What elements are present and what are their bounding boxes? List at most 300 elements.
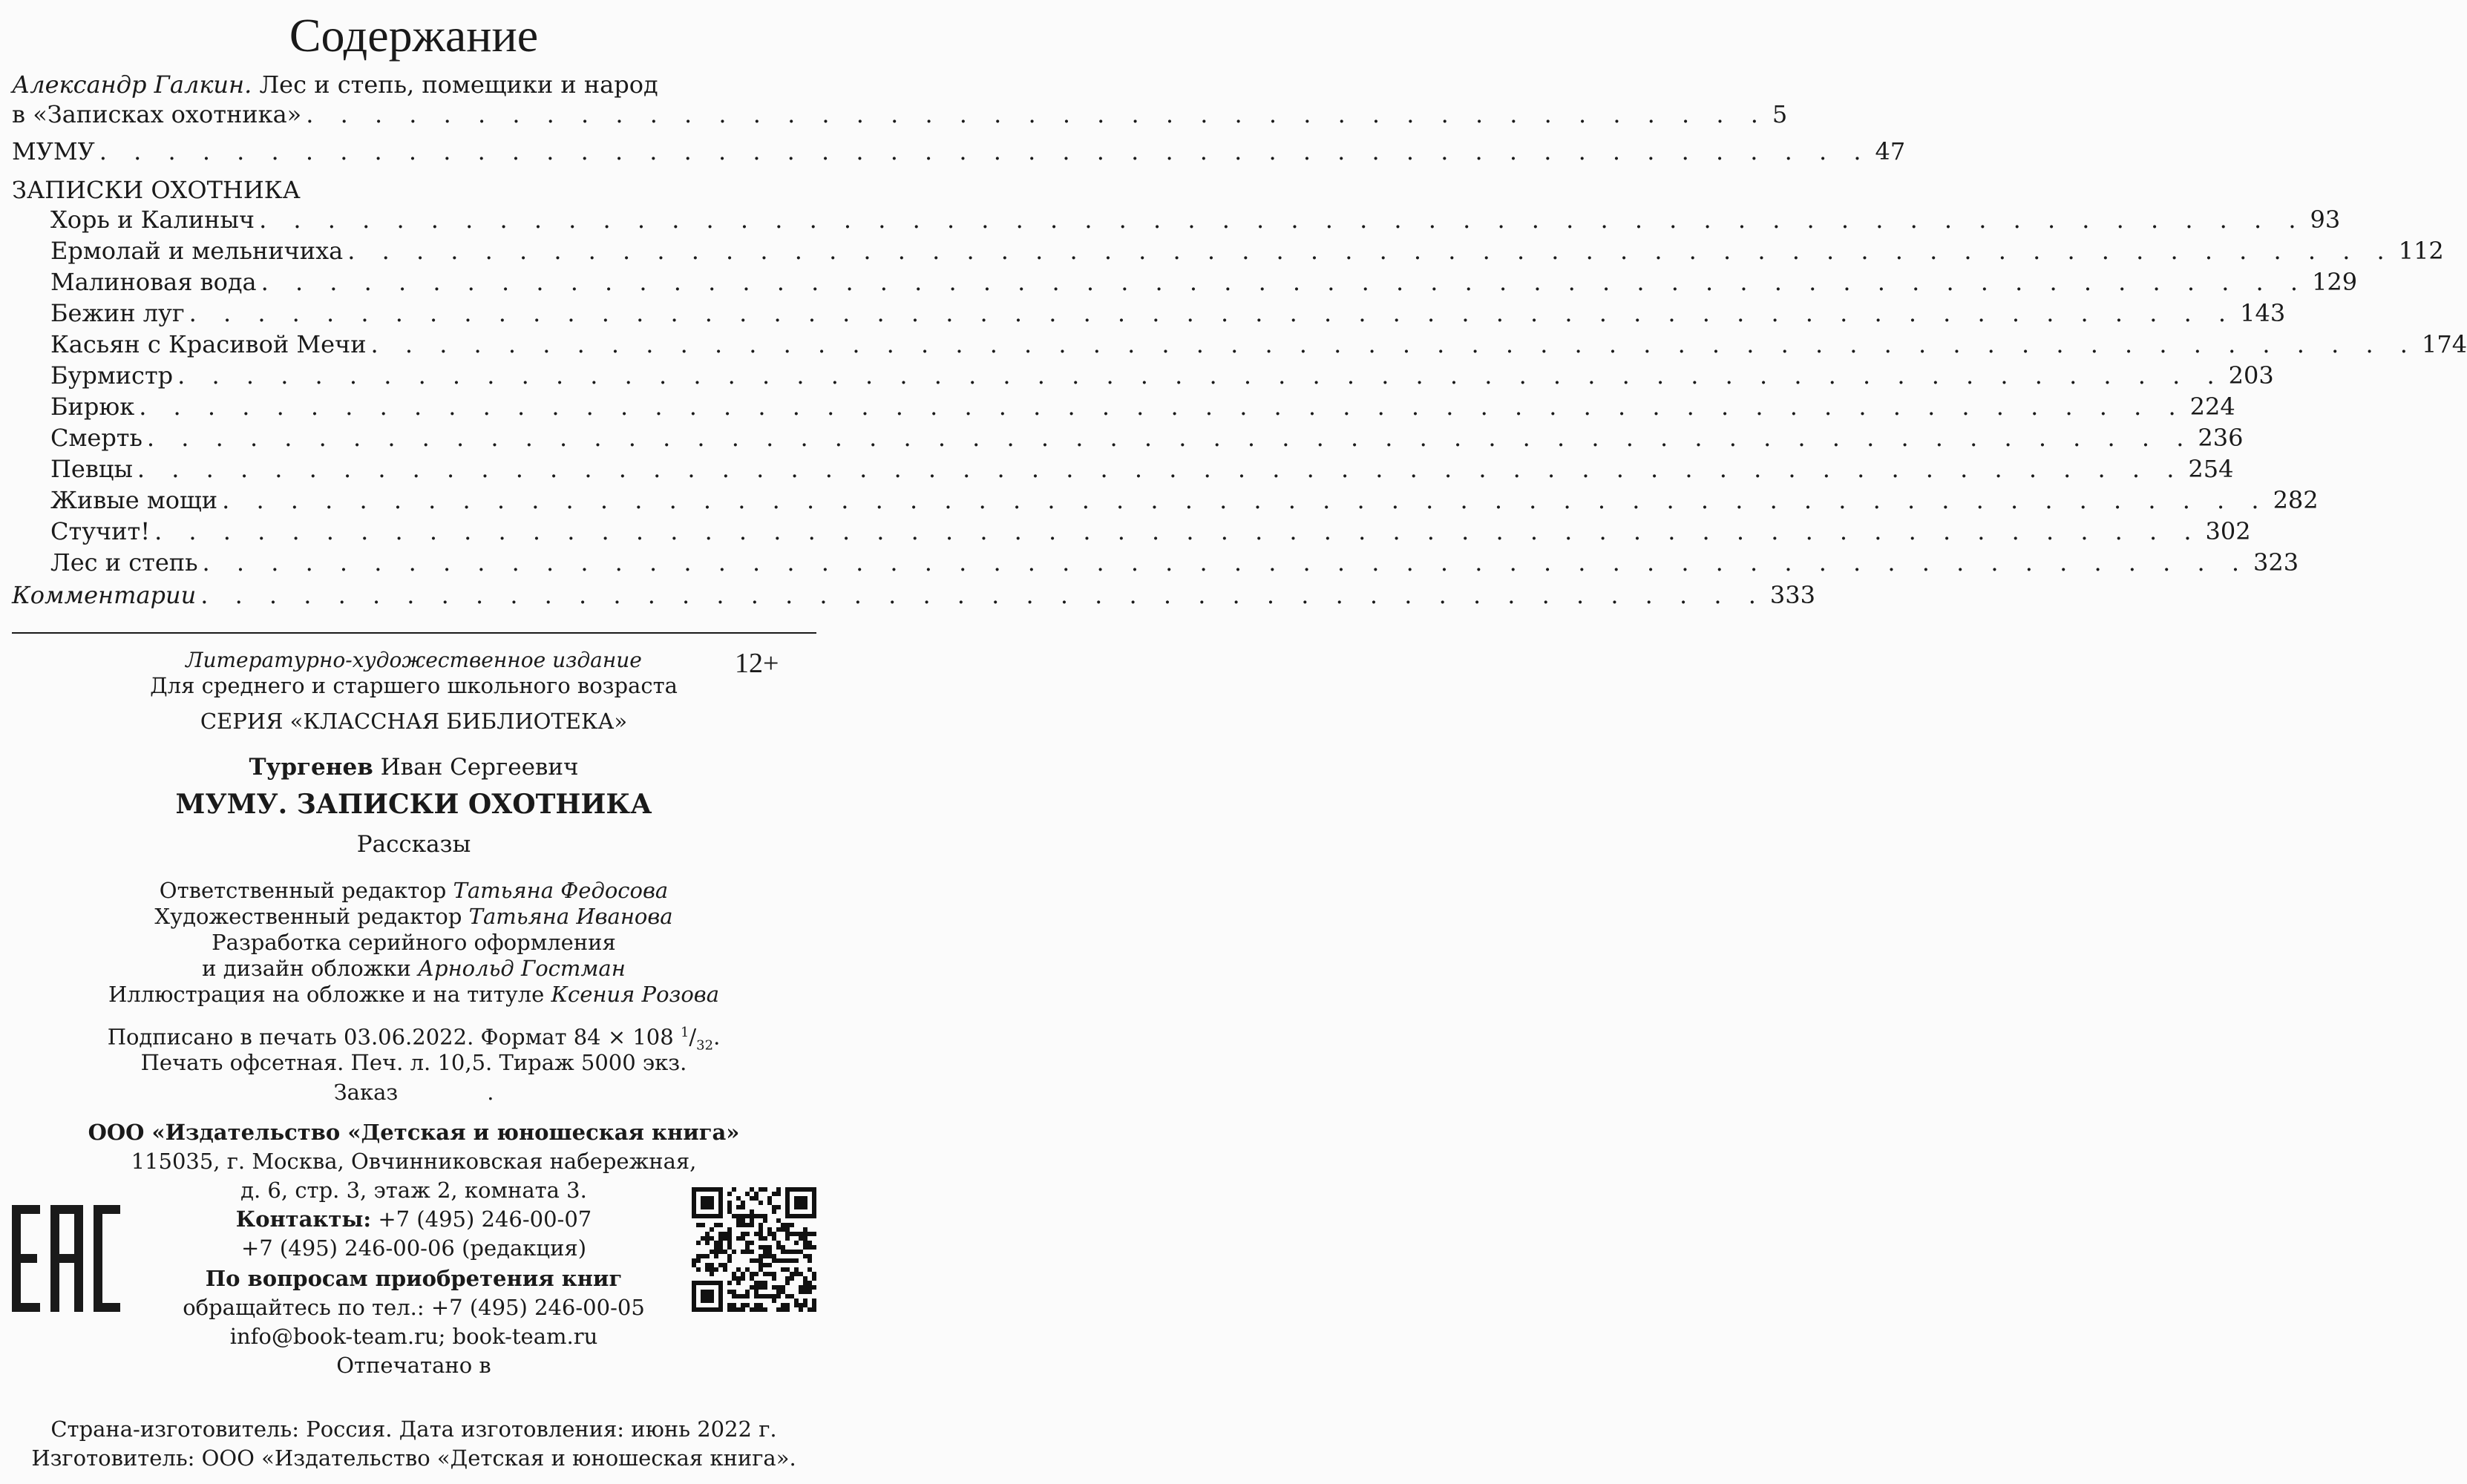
qr-module <box>714 1241 718 1245</box>
qr-module <box>750 1218 754 1223</box>
qr-module <box>785 1236 790 1241</box>
qr-module <box>767 1272 772 1276</box>
qr-module <box>723 1232 727 1236</box>
qr-module <box>723 1250 727 1254</box>
qr-module <box>745 1241 750 1245</box>
qr-module <box>772 1258 776 1263</box>
qr-module <box>812 1307 816 1312</box>
qr-module <box>736 1276 741 1281</box>
qr-module <box>763 1307 767 1312</box>
qr-module <box>803 1276 807 1281</box>
qr-module <box>750 1276 754 1281</box>
author-surname: Тургенев <box>249 754 373 781</box>
qr-module <box>750 1307 754 1312</box>
qr-module <box>741 1276 745 1281</box>
credit-name: Татьяна Федосова <box>453 878 669 903</box>
qr-module <box>754 1192 759 1196</box>
qr-module <box>772 1285 776 1290</box>
toc-entry-comments[interactable] <box>12 580 1815 610</box>
qr-module <box>759 1223 763 1227</box>
qr-module <box>745 1294 750 1298</box>
qr-module <box>776 1285 781 1290</box>
genre: Рассказы <box>356 831 471 858</box>
qr-module <box>807 1281 812 1285</box>
qr-module <box>763 1236 767 1241</box>
qr-module <box>767 1250 772 1254</box>
qr-module <box>741 1303 745 1307</box>
qr-module <box>710 1227 714 1232</box>
qr-module <box>799 1232 803 1236</box>
qr-module <box>785 1223 790 1227</box>
qr-module <box>727 1192 732 1196</box>
qr-module <box>767 1232 772 1236</box>
qr-module <box>763 1250 767 1254</box>
qr-module <box>803 1285 807 1290</box>
qr-module <box>727 1307 732 1312</box>
leader-dots: . . . . . . . . . . . . . . . . . . . . . . . . . . . . . . . . . . . . . . . . . . . . . . . . . . . . . . . . . . . . <box>137 455 2184 483</box>
qr-module <box>812 1298 816 1303</box>
edition-type: Литературно-художественное издание <box>186 648 642 672</box>
qr-module <box>727 1236 732 1241</box>
qr-module <box>781 1290 785 1294</box>
qr-module <box>803 1290 807 1294</box>
toc-entry-mumu[interactable] <box>12 137 1906 166</box>
toc-entry-story[interactable] <box>50 392 2235 421</box>
qr-module <box>785 1303 790 1307</box>
toc-story-title: Малиновая вода <box>50 268 257 296</box>
toc-story-page: 93 <box>2310 206 2341 234</box>
toc-story-title: Бирюк <box>50 393 135 421</box>
toc-story-title: Лес и степь <box>50 548 198 577</box>
qr-module <box>718 1236 723 1241</box>
contacts-label: Контакты: <box>235 1206 372 1232</box>
qr-module <box>767 1263 772 1267</box>
qr-module <box>759 1236 763 1241</box>
qr-module <box>785 1258 790 1263</box>
leader-dots: . . . . . . . . . . . . . . . . . . . . . . . . . . . . . . . . . . . . . . . . . . . . . . . . . . . . . . . . . . . . <box>189 299 2236 327</box>
order-label: Заказ <box>333 1080 399 1105</box>
page-title: Содержание <box>289 9 539 62</box>
qr-module <box>718 1232 723 1236</box>
toc-entry-story[interactable] <box>50 329 2467 359</box>
leader-dots: . . . . . . . . . . . . . . . . . . . . . . . . . . . . . . . . . . . . . . . . . . . . . . . . . . . . . . . . . . . . <box>259 206 2306 234</box>
toc-entry-story[interactable] <box>50 236 2444 266</box>
qr-module <box>732 1276 736 1281</box>
qr-module <box>763 1281 767 1285</box>
qr-module <box>741 1250 745 1254</box>
qr-module <box>785 1294 790 1298</box>
qr-module <box>807 1258 812 1263</box>
qr-module <box>696 1258 701 1263</box>
qr-module <box>736 1218 741 1223</box>
qr-module <box>723 1267 727 1272</box>
divider-rule <box>12 632 816 634</box>
qr-module <box>763 1294 767 1298</box>
qr-module <box>727 1245 732 1250</box>
qr-module <box>732 1187 736 1192</box>
qr-module <box>692 1263 696 1267</box>
qr-module <box>745 1245 750 1250</box>
qr-module <box>803 1227 807 1232</box>
qr-module <box>781 1227 785 1232</box>
country-date: Страна-изготовитель: Россия. Дата изготовления: июнь 2022 г. <box>50 1416 777 1442</box>
qr-module <box>799 1290 803 1294</box>
qr-module <box>750 1223 754 1227</box>
qr-module <box>790 1250 794 1254</box>
toc-entry-story[interactable] <box>50 454 2234 484</box>
qr-module <box>745 1303 750 1307</box>
qr-module <box>696 1223 701 1227</box>
qr-module <box>759 1281 763 1285</box>
qr-module <box>714 1254 718 1258</box>
toc-story-title: Живые мощи <box>50 486 218 514</box>
credit-name: Татьяна Иванова <box>468 904 673 929</box>
qr-module <box>767 1245 772 1250</box>
qr-module <box>705 1232 710 1236</box>
qr-module <box>741 1218 745 1223</box>
contacts-phone-2: +7 (495) 246-00-06 (редакция) <box>240 1235 587 1261</box>
toc-story-title: Смерть <box>50 424 142 452</box>
credit-label: Художественный редактор <box>154 904 462 929</box>
credit-series-design: Разработка серийного оформления <box>212 930 616 955</box>
qr-module <box>732 1307 736 1312</box>
toc-entry-story[interactable] <box>50 298 2286 328</box>
qr-module <box>710 1272 714 1276</box>
qr-module <box>745 1232 750 1236</box>
qr-module <box>772 1209 776 1214</box>
qr-module <box>785 1276 790 1281</box>
qr-module <box>727 1201 732 1205</box>
qr-module <box>776 1241 781 1245</box>
credit-name: Арнольд Гостман <box>418 956 626 981</box>
qr-module <box>803 1303 807 1307</box>
qr-module <box>799 1307 803 1312</box>
qr-module <box>790 1294 794 1298</box>
qr-module <box>723 1263 727 1267</box>
toc-story-title: Стучит! <box>50 517 151 545</box>
qr-module <box>794 1303 799 1307</box>
qr-module <box>763 1187 767 1192</box>
qr-module <box>732 1294 736 1298</box>
toc-entry-story[interactable] <box>50 548 2299 577</box>
purchase-heading: По вопросам приобретения книг <box>205 1266 623 1291</box>
toc-story-page: 143 <box>2240 299 2286 327</box>
qr-module <box>732 1272 736 1276</box>
qr-module <box>714 1250 718 1254</box>
qr-module <box>741 1307 745 1312</box>
qr-module <box>718 1241 723 1245</box>
toc-story-page: 282 <box>2273 486 2319 514</box>
qr-module <box>759 1258 763 1263</box>
qr-module <box>772 1298 776 1303</box>
credit-cover-design <box>0 955 828 982</box>
qr-module <box>772 1272 776 1276</box>
toc-entry-story[interactable] <box>50 423 2244 453</box>
qr-module <box>745 1214 750 1218</box>
qr-module <box>763 1272 767 1276</box>
qr-module <box>776 1294 781 1298</box>
qr-module <box>727 1209 732 1214</box>
leader-dots: . . . . . . . . . . . . . . . . . . . . . . . . . . . . . . . . . . . . . . . . . . . . . . . . . . . . . . . . . . . . <box>370 330 2417 358</box>
qr-module <box>718 1223 723 1227</box>
qr-module <box>781 1285 785 1290</box>
qr-module <box>785 1227 790 1232</box>
qr-module <box>727 1281 732 1285</box>
qr-module <box>794 1232 799 1236</box>
qr-module <box>781 1307 785 1312</box>
qr-module <box>727 1205 732 1209</box>
printed-in: Отпечатано в <box>336 1353 491 1378</box>
credit-label: и дизайн обложки <box>202 956 411 981</box>
qr-module <box>750 1214 754 1218</box>
qr-module <box>803 1254 807 1258</box>
qr-module <box>732 1250 736 1254</box>
qr-module <box>807 1254 812 1258</box>
qr-module <box>812 1276 816 1281</box>
qr-module <box>772 1236 776 1241</box>
qr-module <box>807 1285 812 1290</box>
qr-module <box>759 1227 763 1232</box>
qr-module <box>714 1245 718 1250</box>
qr-module <box>763 1218 767 1223</box>
contacts-phone-1: +7 (495) 246-00-07 <box>378 1206 592 1232</box>
qr-module <box>714 1267 718 1272</box>
qr-module <box>741 1232 745 1236</box>
print-signed: Подписано в печать 03.06.2022. Формат 84 × 108 $^1/_{32}$. <box>107 1024 721 1054</box>
toc-section-heading: ЗАПИСКИ ОХОТНИКА <box>12 176 301 204</box>
qr-module <box>790 1258 794 1263</box>
toc-entry-story[interactable] <box>50 485 2319 515</box>
qr-module <box>754 1281 759 1285</box>
qr-module <box>741 1205 745 1209</box>
qr-module <box>741 1236 745 1241</box>
address-line-2: д. 6, стр. 3, этаж 2, комната 3. <box>240 1178 587 1203</box>
qr-module <box>750 1258 754 1263</box>
qr-module <box>727 1290 732 1294</box>
qr-module <box>772 1192 776 1196</box>
qr-module <box>741 1214 745 1218</box>
toc-entry-story[interactable] <box>50 205 2341 234</box>
qr-module <box>701 1254 705 1258</box>
qr-module <box>763 1254 767 1258</box>
qr-module <box>723 1236 727 1241</box>
toc-intro-title-1: Лес и степь, помещики и народ <box>259 70 658 99</box>
qr-module <box>745 1223 750 1227</box>
qr-module <box>763 1214 767 1218</box>
toc-mumu-page: 47 <box>1875 137 1906 165</box>
qr-module <box>776 1187 781 1192</box>
toc-story-page: 236 <box>2198 424 2244 452</box>
leader-dots: . . . . . . . . . . . . . . . . . . . . . . . . . . . . . . . . . . . . . . . . . . . . . . . . . . . . . . . . . . . . <box>222 486 2269 514</box>
qr-module <box>754 1232 759 1236</box>
qr-module <box>705 1236 710 1241</box>
qr-module <box>759 1254 763 1258</box>
qr-module <box>781 1250 785 1254</box>
print-signed-text: Подписано в печать 03.06.2022. Формат 84 × 108 <box>107 1024 674 1050</box>
qr-module <box>799 1236 803 1241</box>
order-line: Заказ . <box>333 1080 494 1105</box>
qr-module <box>759 1285 763 1290</box>
qr-module <box>727 1232 732 1236</box>
qr-module <box>718 1263 723 1267</box>
qr-module <box>692 1258 696 1263</box>
qr-module <box>776 1218 781 1223</box>
qr-module <box>754 1214 759 1218</box>
qr-module <box>736 1281 741 1285</box>
print-details: Печать офсетная. Печ. л. 10,5. Тираж 5000 экз. <box>140 1050 687 1075</box>
toc-intro-line-1 <box>12 70 658 99</box>
qr-module <box>750 1250 754 1254</box>
qr-module <box>750 1209 754 1214</box>
qr-module <box>807 1290 812 1294</box>
toc-story-page: 224 <box>2189 393 2235 421</box>
author-line <box>0 754 828 781</box>
qr-code-icon[interactable] <box>692 1187 816 1312</box>
qr-module <box>754 1258 759 1263</box>
qr-module <box>750 1285 754 1290</box>
qr-module <box>790 1223 794 1227</box>
qr-module <box>790 1272 794 1276</box>
qr-module <box>803 1232 807 1236</box>
toc-comments-page: 333 <box>1769 581 1815 609</box>
qr-module <box>705 1267 710 1272</box>
qr-module <box>776 1205 781 1209</box>
qr-module <box>776 1192 781 1196</box>
toc-entry-story[interactable] <box>50 361 2274 390</box>
leader-dots: . . . . . . . . . . . . . . . . . . . . . . . . . . . . . . . . . . . . . . . . . . . <box>306 100 1768 128</box>
qr-module <box>785 1267 790 1272</box>
qr-module <box>750 1196 754 1201</box>
qr-module <box>718 1245 723 1250</box>
publisher: ООО «Издательство «Детская и юношеская книга» <box>88 1120 740 1145</box>
qr-module <box>803 1236 807 1241</box>
qr-module <box>785 1250 790 1254</box>
qr-module <box>754 1272 759 1276</box>
qr-module <box>767 1201 772 1205</box>
series-name: СЕРИЯ «КЛАССНАЯ БИБЛИОТЕКА» <box>200 709 628 734</box>
toc-story-page: 174 <box>2421 330 2467 358</box>
qr-module <box>763 1263 767 1267</box>
qr-module <box>807 1307 812 1312</box>
leader-dots: . . . . . . . . . . . . . . . . . . . . . . . . . . . . . . . . . . . . . . . . . . . . . . . . . . . . . . . . . . . . <box>177 361 2224 390</box>
age-rating: 12+ <box>735 648 779 679</box>
qr-module <box>705 1241 710 1245</box>
toc-story-title: Бурмистр <box>50 361 174 390</box>
book-title: МУМУ. ЗАПИСКИ ОХОТНИКА <box>175 789 652 820</box>
leader-dots: . . . . . . . . . . . . . . . . . . . . . . . . . . . . . . . . . . . . . . . . . . . . . . . . . . . . . . . . . . . . <box>139 393 2186 421</box>
qr-module <box>696 1241 701 1245</box>
qr-module <box>727 1254 732 1258</box>
qr-module <box>736 1223 741 1227</box>
credit-label: Ответственный редактор <box>159 878 447 903</box>
credit-label: Иллюстрация на обложке и на титуле <box>108 982 545 1007</box>
toc-story-title: Ермолай и мельничиха <box>50 237 344 265</box>
qr-module <box>736 1236 741 1241</box>
toc-story-title: Певцы <box>50 455 133 483</box>
qr-module <box>785 1232 790 1236</box>
qr-module <box>807 1232 812 1236</box>
qr-module <box>710 1236 714 1241</box>
qr-module <box>710 1263 714 1267</box>
leader-dots: . . . . . . . . . . . . . . . . . . . . . . . . . . . . . . . . . . . . . . . . . . . . . . . . . . . . <box>99 137 1871 165</box>
qr-module <box>776 1307 781 1312</box>
qr-module <box>794 1272 799 1276</box>
qr-module <box>794 1267 799 1272</box>
credit-illustration <box>0 981 828 1008</box>
manufacturer: Изготовитель: ООО «Издательство «Детская и юношеская книга». <box>31 1445 796 1471</box>
qr-module <box>736 1196 741 1201</box>
leader-dots: . . . . . . . . . . . . . . . . . . . . . . . . . . . . . . . . . . . . . . . . . . . . . . . . . . . . . . . . . . . . <box>261 268 2308 296</box>
qr-module <box>799 1272 803 1276</box>
qr-module <box>754 1303 759 1307</box>
qr-module <box>767 1196 772 1201</box>
qr-module <box>794 1298 799 1303</box>
qr-module <box>799 1250 803 1254</box>
qr-module <box>745 1290 750 1294</box>
qr-module <box>772 1232 776 1236</box>
leader-dots: . . . . . . . . . . . . . . . . . . . . . . . . . . . . . . . . . . . . . . . . . . . . . . . . . . . . . . . . . . . . <box>347 237 2394 265</box>
qr-module <box>754 1290 759 1294</box>
toc-entry-story[interactable] <box>50 267 2358 297</box>
qr-module <box>790 1276 794 1281</box>
qr-module <box>772 1205 776 1209</box>
toc-comments-title: Комментарии <box>12 581 197 609</box>
qr-module <box>754 1294 759 1298</box>
qr-module <box>701 1236 705 1241</box>
qr-module <box>741 1223 745 1227</box>
qr-module <box>759 1214 763 1218</box>
qr-module <box>803 1298 807 1303</box>
qr-module <box>710 1267 714 1272</box>
qr-module <box>736 1294 741 1298</box>
qr-module <box>781 1245 785 1250</box>
qr-module <box>710 1250 714 1254</box>
qr-module <box>772 1276 776 1281</box>
qr-module <box>714 1223 718 1227</box>
toc-story-title: Хорь и Калиныч <box>50 206 255 234</box>
author-names: Иван Сергеевич <box>380 754 579 781</box>
qr-module <box>754 1196 759 1201</box>
qr-module <box>750 1187 754 1192</box>
qr-module <box>727 1303 732 1307</box>
purchase-phone: обращайтесь по тел.: +7 (495) 246-00-05 <box>183 1295 645 1320</box>
qr-module <box>763 1285 767 1290</box>
format-numerator: 1 <box>680 1025 689 1040</box>
credit-name: Ксения Розова <box>551 982 719 1007</box>
toc-intro-title-2: в «Записках охотника» <box>12 100 302 128</box>
format-denominator: 32 <box>696 1037 714 1054</box>
qr-module <box>741 1272 745 1276</box>
qr-module <box>781 1267 785 1272</box>
qr-module <box>750 1241 754 1245</box>
qr-module <box>741 1294 745 1298</box>
qr-module <box>794 1250 799 1254</box>
qr-module <box>812 1232 816 1236</box>
toc-entry-story[interactable] <box>50 516 2251 546</box>
qr-module <box>772 1294 776 1298</box>
qr-module <box>776 1227 781 1232</box>
qr-module <box>718 1250 723 1254</box>
qr-module <box>759 1245 763 1250</box>
qr-module <box>807 1241 812 1245</box>
qr-module <box>759 1201 763 1205</box>
toc-intro-author: Александр Галкин. <box>12 70 252 99</box>
qr-module <box>812 1285 816 1290</box>
toc-intro-line-2[interactable] <box>12 99 1788 129</box>
qr-module <box>803 1281 807 1285</box>
leader-dots: . . . . . . . . . . . . . . . . . . . . . . . . . . . . . . . . . . . . . . . . . . . . . . <box>200 581 1766 609</box>
qr-module <box>767 1227 772 1232</box>
